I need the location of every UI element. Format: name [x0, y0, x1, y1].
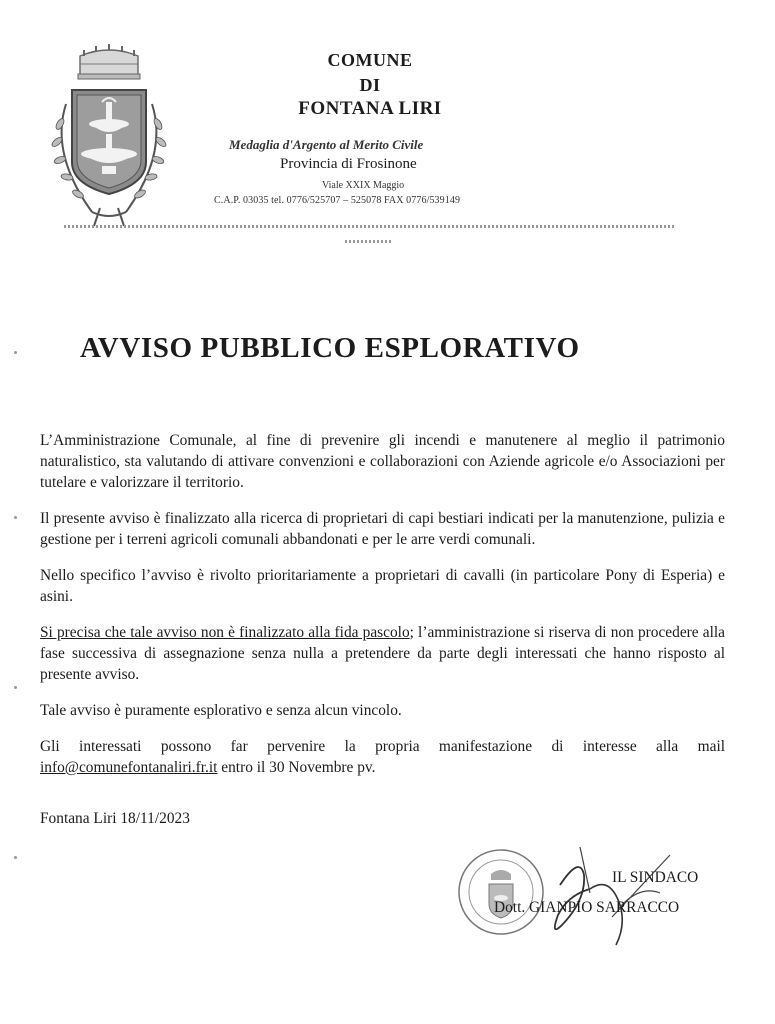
margin-dot: [14, 351, 17, 354]
header-municipality-name: FONTANA LIRI: [298, 98, 442, 119]
header-address: Viale XXIX Maggio: [322, 180, 405, 191]
paragraph-3: Nello specifico l’avviso è rivolto prioritariamente a proprietari di cavalli (in particolare Pony di Esperia) e asini.: [40, 567, 725, 605]
paragraph-1: L’Amministrazione Comunale, al fine di prevenire gli incendi e manutenere al meglio il patrimonio naturalistico, sta valutando di attivare convenzioni e collaborazioni con Aziende agricole e/o Associazioni per tutelare e valorizzare il territorio.: [40, 432, 725, 491]
header-contacts: C.A.P. 03035 tel. 0776/525707 – 525078 FAX 0776/539149: [214, 195, 461, 206]
margin-dot: [14, 686, 17, 689]
paragraph-4: [40, 622, 725, 685]
margin-dot: [14, 856, 17, 859]
email-link[interactable]: info@comunefontanaliri.fr.it: [40, 759, 218, 776]
header-divider: [64, 225, 676, 228]
header-divider-short: [345, 240, 393, 243]
paragraph-4-underlined: Si precisa che tale avviso non è finalizzato alla fida pascolo: [40, 624, 410, 641]
notice-body: [40, 430, 725, 793]
paragraph-6-end: entro il 30 Novembre pv.: [217, 759, 376, 776]
header-line-comune: COMUNE: [327, 50, 413, 70]
document-date: Fontana Liri 18/11/2023: [40, 810, 190, 827]
header-province: Provincia di Frosinone: [280, 156, 417, 172]
paragraph-6-intro: Gli interessati possono far pervenire la propria manifestazione di interesse alla mail: [40, 738, 725, 755]
header-line-di: DI: [359, 75, 381, 95]
margin-dot: [14, 516, 17, 519]
page-title: AVVISO PUBBLICO ESPLORATIVO: [80, 332, 580, 364]
header-motto: Medaglia d'Argento al Merito Civile: [229, 137, 424, 152]
paragraph-6: [40, 736, 725, 778]
signature-role: IL SINDACO: [612, 869, 699, 886]
paragraph-5: Tale avviso è puramente esplorativo e senza alcun vincolo.: [40, 702, 402, 719]
signature-name: Dott. GIANPIO SARRACCO: [494, 899, 680, 916]
paragraph-4-rest: ; l’amministrazione si riserva di non procedere alla fase successiva di assegnazione senza nulla a pretendere da parte degli interessati che hanno risposto al presente avviso.: [40, 624, 725, 683]
municipal-crest-icon: [44, 44, 174, 230]
paragraph-2: Il presente avviso è finalizzato alla ricerca di proprietari di capi bestiari indicati per la manutenzione, pulizia e gestione per i terreni agricoli comunali abbandonati e per le arre verdi comunali.: [40, 510, 725, 548]
